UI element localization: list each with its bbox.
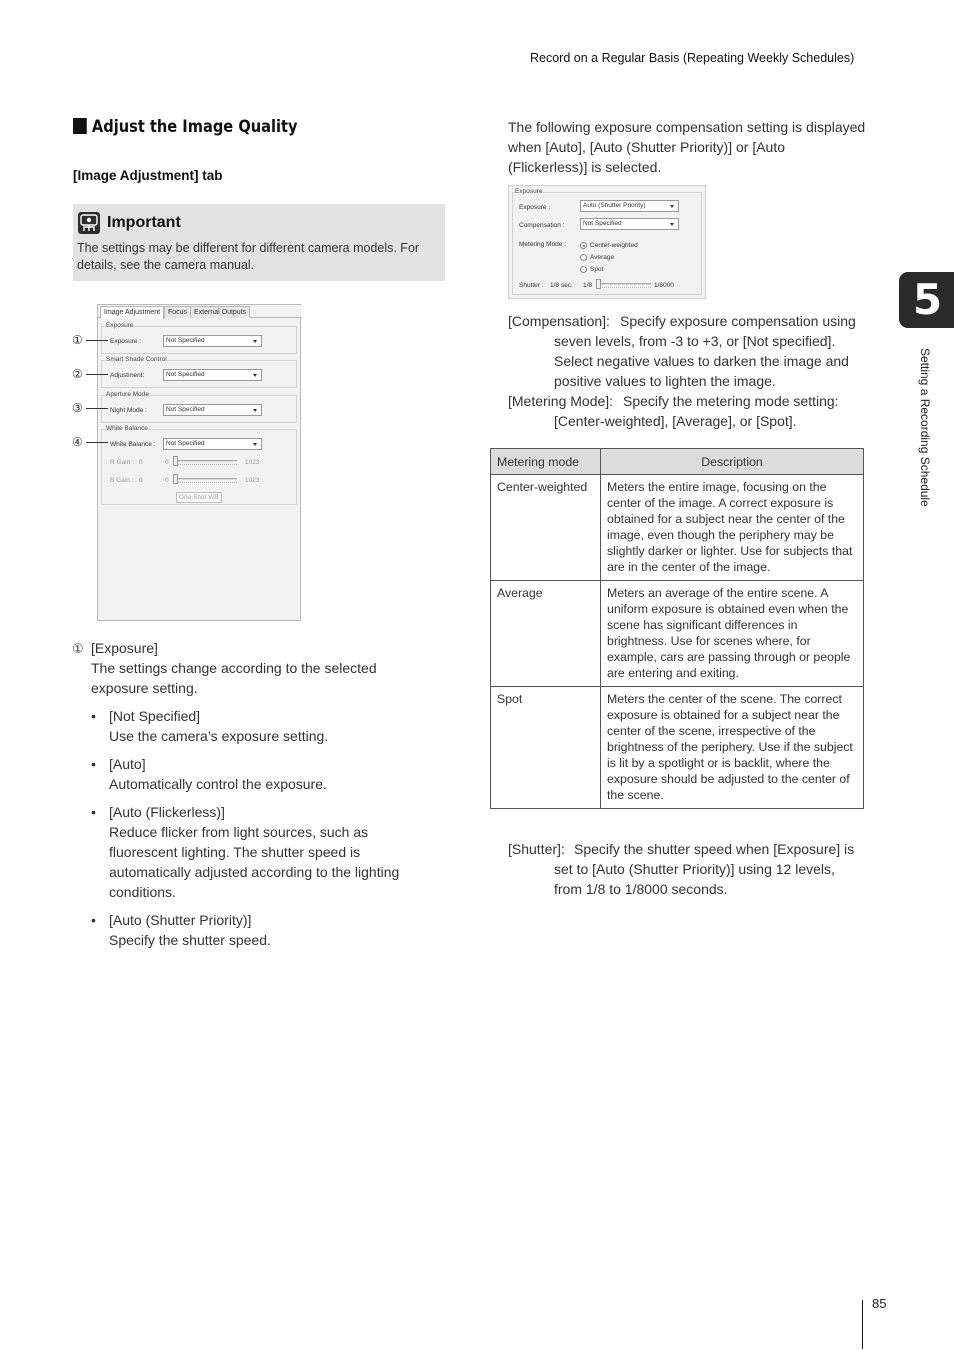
white-balance-group-title: White Balance: [106, 425, 148, 432]
aperture-group-title: Aperture Mode: [106, 391, 149, 398]
bullet-mark: •: [91, 804, 96, 820]
shutter-min: 1/8: [583, 282, 593, 289]
callout-2: ②: [72, 367, 83, 381]
white-balance-label: White Balance :: [110, 441, 156, 448]
exposure-group-title: Exposure: [515, 188, 543, 195]
page-number-rule: [862, 1300, 863, 1349]
radio-average-label: Average: [590, 254, 615, 261]
b-gain-slider[interactable]: [173, 474, 237, 486]
bullet-title: [Not Specified]: [109, 708, 201, 724]
callout-line-3: [86, 408, 108, 409]
table-cell-desc: Meters an average of the entire scene. A uniform exposure is obtained even when the scene has significant differences in brightness. Use for scenes where, for example, cars are passing through or people are entering and exiting.: [601, 581, 864, 687]
slider-thumb[interactable]: [173, 474, 178, 484]
important-icon: [78, 212, 100, 234]
square-bullet-icon: [73, 118, 87, 134]
r-gain-min: 0: [165, 459, 169, 466]
adjustment-select[interactable]: Not Specified: [163, 369, 262, 381]
exposure-select[interactable]: Auto (Shutter Priority): [580, 200, 679, 212]
exposure-group-title: Exposure: [106, 322, 134, 329]
callout-1: ①: [72, 333, 83, 347]
tab-focus[interactable]: Focus: [164, 306, 191, 318]
r-gain-value: 0: [139, 459, 143, 466]
table-cell-desc: Meters the center of the scene. The correct exposure is obtained for a subject near the center of the scene, irrespective of the brightness of the periphery. Use if the subject is lit by a spotlight or is backlit, where the exposure should be adjusted to the center of the scene.: [601, 687, 864, 809]
chapter-side-label: Setting a Recording Schedule: [918, 348, 932, 507]
white-balance-group: [101, 425, 297, 505]
tab-bar: [98, 305, 302, 318]
night-mode-label: Night Mode :: [110, 407, 147, 414]
smart-shade-group: [101, 356, 297, 388]
bullet-desc: Reduce flicker from light sources, such as fluorescent lighting. The shutter speed is automatically adjusted according to the lighting conditions.: [109, 824, 400, 900]
r-gain-label: R Gain :: [110, 459, 134, 466]
important-title: Important: [107, 214, 181, 231]
callout-line-2: [86, 374, 108, 375]
important-text: The settings may be different for different camera models. For details, see the camera manual.: [77, 241, 420, 272]
section-title-text: Adjust the Image Quality: [91, 117, 298, 137]
callout-4: ④: [72, 435, 83, 449]
table-cell-mode: Spot: [491, 687, 601, 809]
compensation-desc: Specify exposure compensation using seven levels, from -3 to +3, or [Not specified]. Select negative values to darken the image and positive values to lighten the image.: [554, 313, 856, 389]
shutter-max: 1/8000: [654, 282, 674, 289]
one-shot-wb-button[interactable]: One Shot WB: [176, 492, 222, 503]
exposure-label: Exposure :: [110, 338, 142, 345]
tab-external-outputs[interactable]: External Outputs: [190, 306, 250, 318]
item-1-desc: The settings change according to the selected exposure setting.: [91, 660, 377, 696]
table-cell-mode: Average: [491, 581, 601, 687]
tab-subheading: [Image Adjustment] tab: [73, 168, 223, 183]
exposure-compensation-screenshot: [508, 185, 706, 299]
radio-spot-label: Spot: [590, 266, 604, 273]
bullet-desc: Automatically control the exposure.: [109, 776, 327, 792]
b-gain-max: 1023: [245, 477, 260, 484]
slider-thumb[interactable]: [173, 456, 178, 466]
exposure-intro: The following exposure compensation setting is displayed when [Auto], [Auto (Shutter Priority)] or [Auto (Flickerless)] is selected.: [508, 119, 866, 175]
table-header-mode: Metering mode: [491, 449, 601, 475]
metering-term: [Metering Mode]:: [508, 393, 614, 409]
section-title: [73, 117, 298, 137]
bullet-title: [Auto]: [109, 756, 146, 772]
shutter-slider[interactable]: [596, 279, 651, 291]
settings-panel: [101, 321, 297, 504]
exposure-label: Exposure :: [519, 204, 551, 211]
image-adjustment-screenshot: [97, 304, 301, 621]
bullet-title: [Auto (Flickerless)]: [109, 804, 225, 820]
page-number: 85: [872, 1296, 887, 1311]
compensation-term: [Compensation]:: [508, 313, 610, 329]
table-row: [491, 687, 864, 809]
tab-image-adjustment[interactable]: Image Adjustment: [100, 306, 164, 319]
bullet-title: [Auto (Shutter Priority)]: [109, 912, 252, 928]
r-gain-slider[interactable]: [173, 456, 237, 468]
callout-3: ③: [72, 401, 83, 415]
radio-center-weighted-label: Center-weighted: [590, 242, 638, 249]
shutter-desc: Specify the shutter speed when [Exposure] is set to [Auto (Shutter Priority)] using 12 levels, from 1/8 to 1/8000 seconds.: [554, 841, 855, 897]
adjustment-label: Adjustment:: [110, 372, 145, 379]
shutter-label: Shutter :: [519, 282, 544, 289]
night-mode-select[interactable]: Not Specified: [163, 404, 262, 416]
table-cell-mode: Center-weighted: [491, 475, 601, 581]
aperture-group: [101, 391, 297, 423]
b-gain-value: 0: [139, 477, 143, 484]
radio-spot[interactable]: [580, 266, 587, 273]
bullet-mark: •: [91, 912, 96, 928]
running-header: Record on a Regular Basis (Repeating Weekly Schedules): [530, 51, 855, 65]
item-1-title: [Exposure]: [91, 640, 158, 656]
radio-average[interactable]: [580, 254, 587, 261]
bullet-desc: Specify the shutter speed.: [109, 932, 271, 948]
radio-center-weighted[interactable]: [580, 242, 587, 249]
bullet-desc: Use the camera’s exposure setting.: [109, 728, 329, 744]
exposure-select[interactable]: Not Specified: [163, 335, 262, 347]
smart-shade-group-title: Smart Shade Control: [106, 356, 167, 363]
shutter-term: [Shutter]:: [508, 841, 565, 857]
metering-mode-label: Metering Mode :: [519, 241, 566, 248]
bullet-mark: •: [91, 708, 96, 724]
metering-mode-table: [490, 448, 864, 809]
table-row: [491, 475, 864, 581]
callout-line-4: [86, 442, 108, 443]
b-gain-min: 0: [165, 477, 169, 484]
bullet-mark: •: [91, 756, 96, 772]
exposure-group: [101, 322, 297, 354]
r-gain-max: 1023: [245, 459, 260, 466]
compensation-label: Compensation :: [519, 222, 565, 229]
exposure-group: [512, 188, 702, 295]
table-row: [491, 581, 864, 687]
chapter-number-tab: 5: [899, 272, 954, 328]
table-cell-desc: Meters the entire image, focusing on the center of the image. A correct exposure is obtained for a subject near the center of the image, even though the periphery may be slightly darker or lighter. Use for subjects that are in the center of the image.: [601, 475, 864, 581]
table-header-description: Description: [601, 449, 864, 475]
slider-thumb[interactable]: [596, 279, 601, 289]
callout-line-1: [86, 340, 108, 341]
white-balance-select[interactable]: Not Specified: [163, 438, 262, 450]
compensation-select[interactable]: Not Specified: [580, 218, 679, 230]
item-1-marker: ①: [72, 641, 84, 656]
metering-desc: Specify the metering mode setting: [Center-weighted], [Average], or [Spot].: [554, 393, 839, 429]
important-box: [73, 204, 445, 281]
b-gain-label: B Gain :: [110, 477, 134, 484]
shutter-value: 1/8 sec.: [550, 282, 573, 289]
